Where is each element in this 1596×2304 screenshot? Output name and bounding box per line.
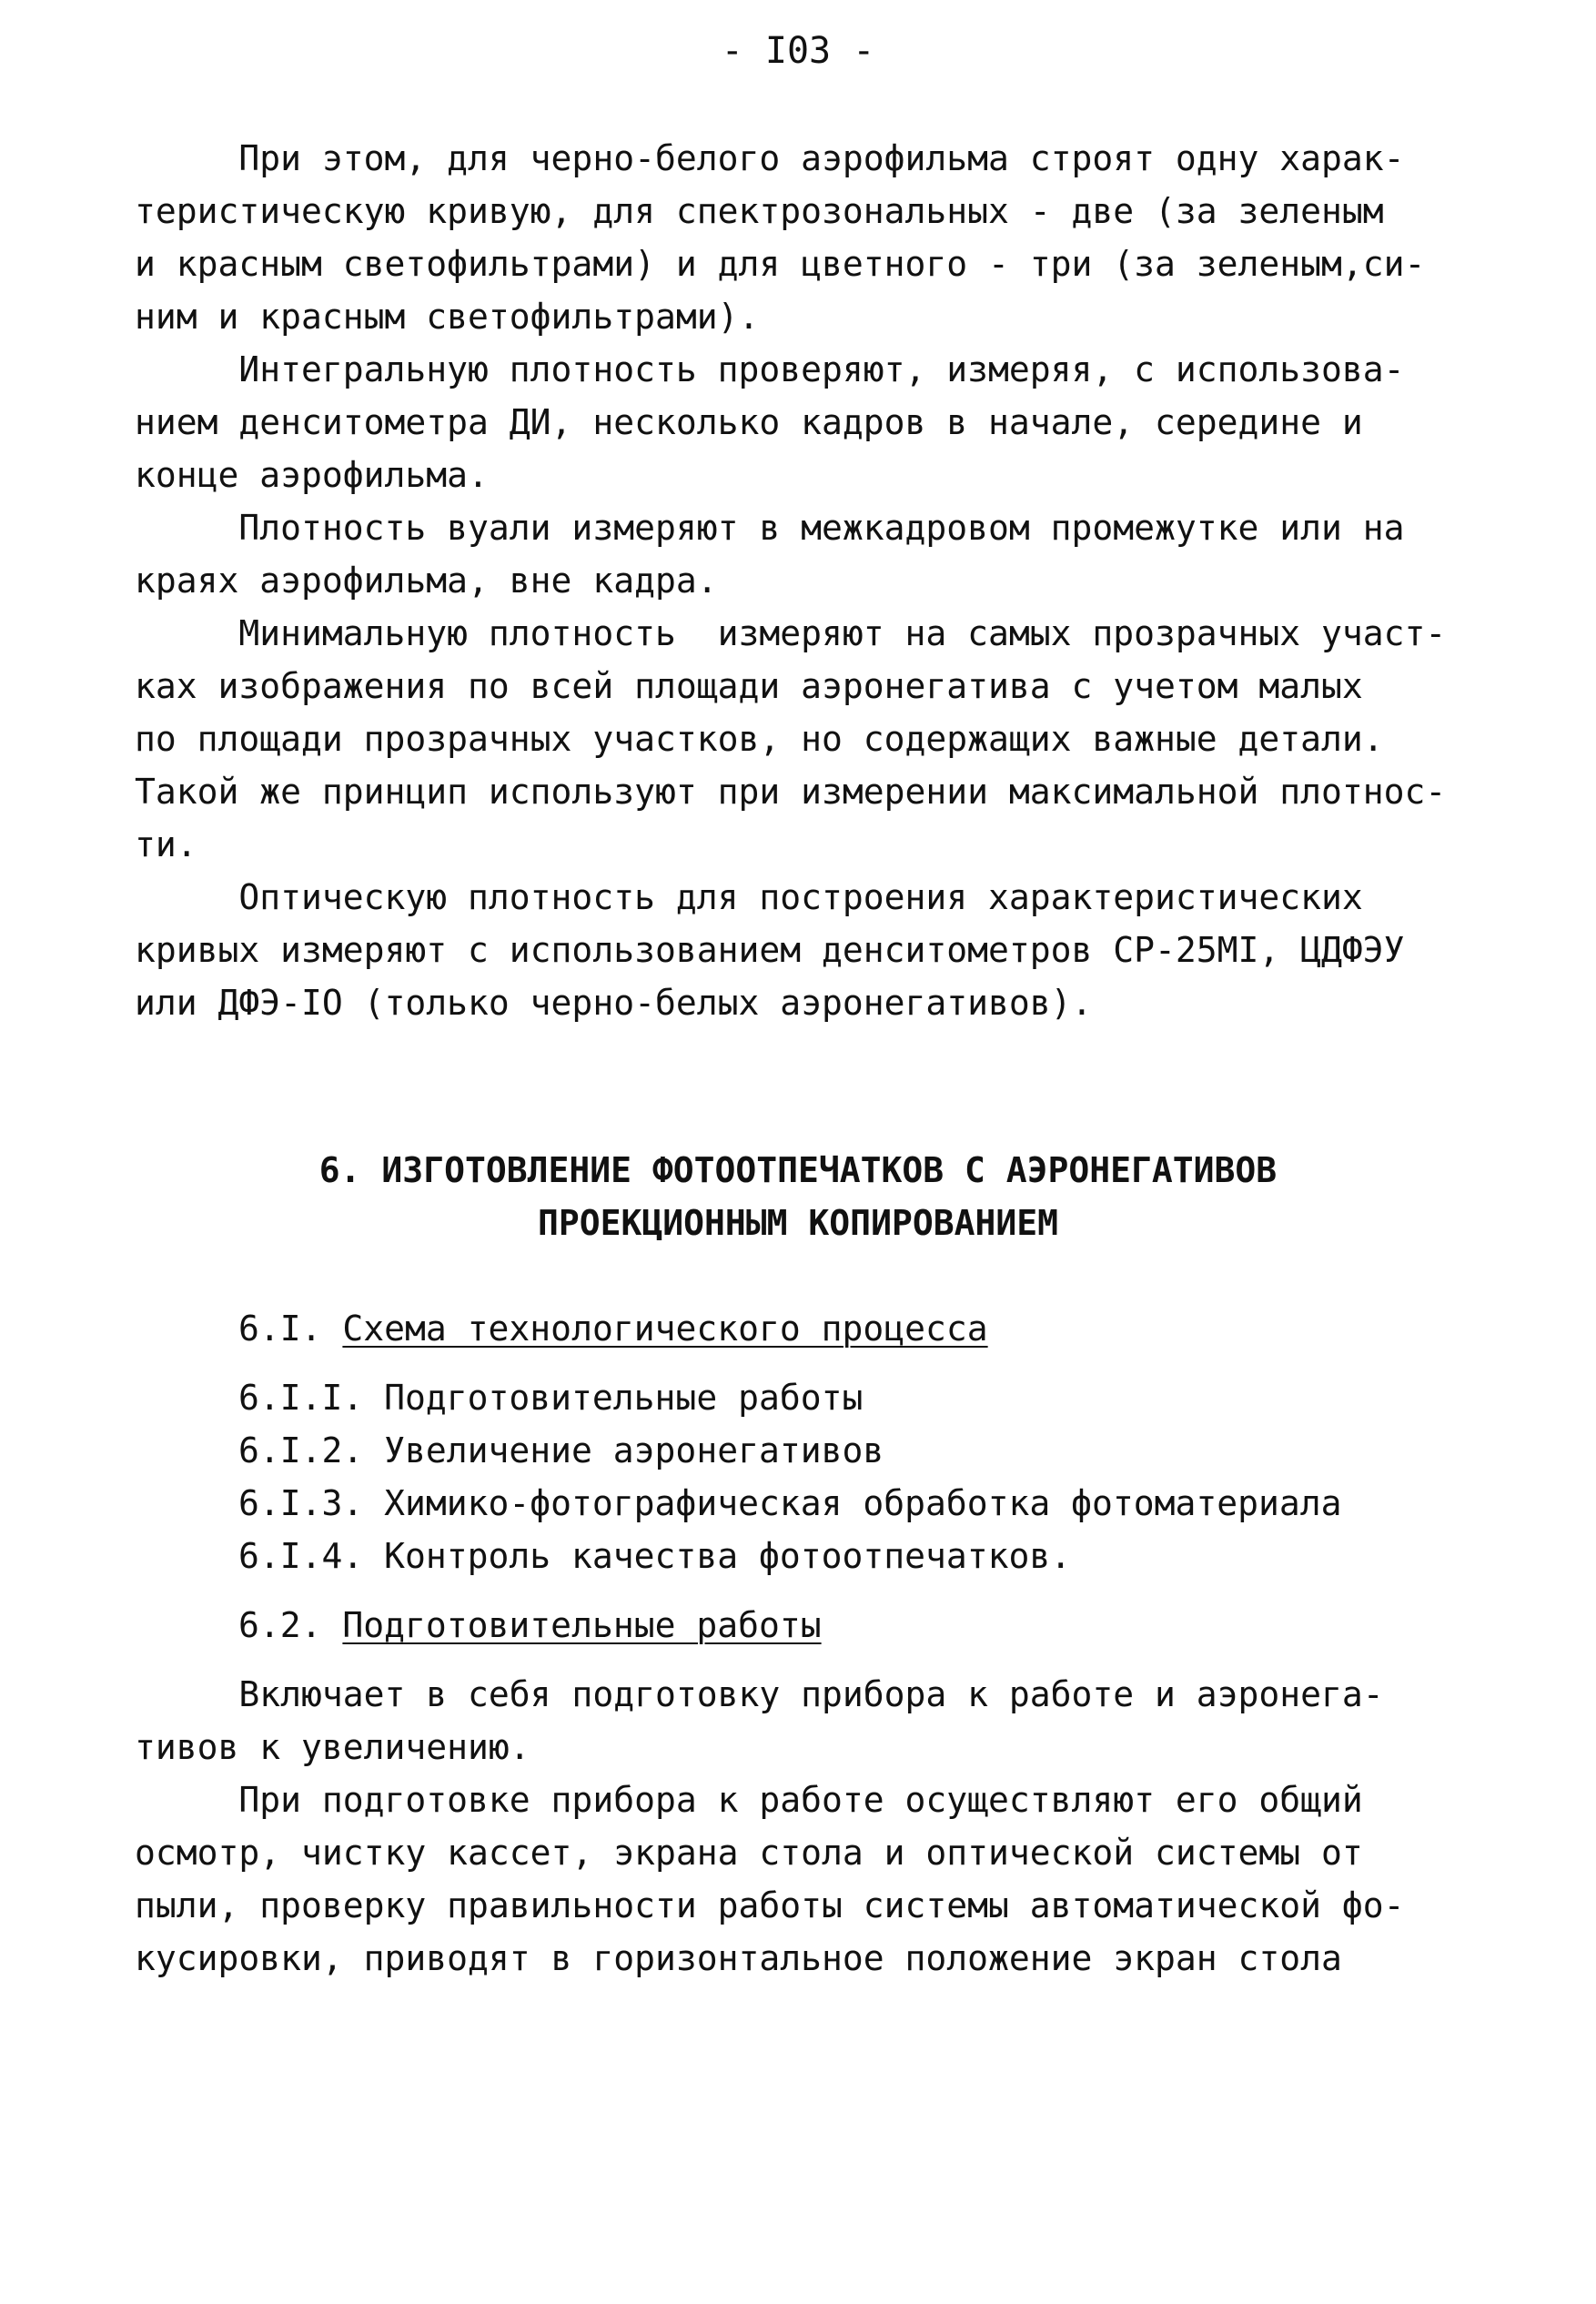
subsection-number: 6.2. bbox=[238, 1605, 322, 1645]
text-line: ним и красным светофильтрами). bbox=[135, 297, 760, 337]
text-line: Минимальную плотность измеряют на самых прозрачных участ- bbox=[135, 613, 1447, 653]
text-line: теристическую кривую, для спектрозональных - две (за зеленым bbox=[135, 191, 1384, 231]
list-item: 6.I.3. Химико-фотографическая обработка фотоматериала bbox=[238, 1483, 1342, 1523]
text-line: по площади прозрачных участков, но содержащих важные детали. bbox=[135, 719, 1384, 759]
subsection-title: Схема технологического процесса bbox=[342, 1309, 988, 1349]
subsection-number: 6.I. bbox=[238, 1309, 322, 1349]
text-line: При подготовке прибора к работе осуществляют его общий bbox=[135, 1780, 1363, 1820]
text-line: При этом, для черно-белого аэрофильма строят одну харак- bbox=[135, 138, 1405, 178]
section-heading-continued: ПРОЕКЦИОННЫМ КОПИРОВАНИЕМ bbox=[538, 1203, 1058, 1243]
text-line: Плотность вуали измеряют в межкадровом промежутке или на bbox=[135, 508, 1405, 548]
list-item: 6.I.2. Увеличение аэронегативов bbox=[238, 1430, 884, 1470]
subsection-heading bbox=[238, 1307, 988, 1350]
text-line: кусировки, приводят в горизонтальное положение экран стола bbox=[135, 1938, 1342, 1978]
text-line: Такой же принцип используют при измерении максимальной плотнос- bbox=[135, 772, 1447, 812]
text-line: тивов к увеличению. bbox=[135, 1727, 530, 1767]
text-line: ках изображения по всей площади аэронегатива с учетом малых bbox=[135, 666, 1363, 706]
list-item: 6.I.I. Подготовительные работы bbox=[238, 1378, 864, 1418]
text-line: и красным светофильтрами) и для цветного - три (за зеленым,си- bbox=[135, 244, 1426, 284]
subsection-title: Подготовительные работы bbox=[342, 1605, 822, 1645]
text-line: или ДФЭ-IO (только черно-белых аэронегативов). bbox=[135, 983, 1093, 1023]
text-line: кривых измеряют с использованием денситометров СР-25МI, ЦДФЭУ bbox=[135, 930, 1405, 970]
text-line: Оптическую плотность для построения характеристических bbox=[135, 877, 1363, 917]
text-line: ти. bbox=[135, 824, 197, 864]
text-line: конце аэрофильма. bbox=[135, 455, 489, 495]
text-line: осмотр, чистку кассет, экрана стола и оптической системы от bbox=[135, 1833, 1363, 1873]
section-heading: 6. ИЗГОТОВЛЕНИЕ ФОТООТПЕЧАТКОВ С АЭРОНЕГАТИВОВ bbox=[318, 1150, 1278, 1190]
subsection-heading bbox=[238, 1603, 822, 1647]
text-line: Интегральную плотность проверяют, измеряя, с использова- bbox=[135, 349, 1405, 389]
text-line: Включает в себя подготовку прибора к работе и аэронега- bbox=[135, 1674, 1384, 1714]
text-line: краях аэрофильма, вне кадра. bbox=[135, 561, 718, 601]
text-line: пыли, проверку правильности работы системы автоматической фо- bbox=[135, 1885, 1405, 1925]
page-number: - I03 - bbox=[721, 30, 875, 72]
list-item: 6.I.4. Контроль качества фотоотпечатков. bbox=[238, 1536, 1072, 1576]
text-line: нием денситометра ДИ, несколько кадров в начале, середине и bbox=[135, 402, 1363, 442]
